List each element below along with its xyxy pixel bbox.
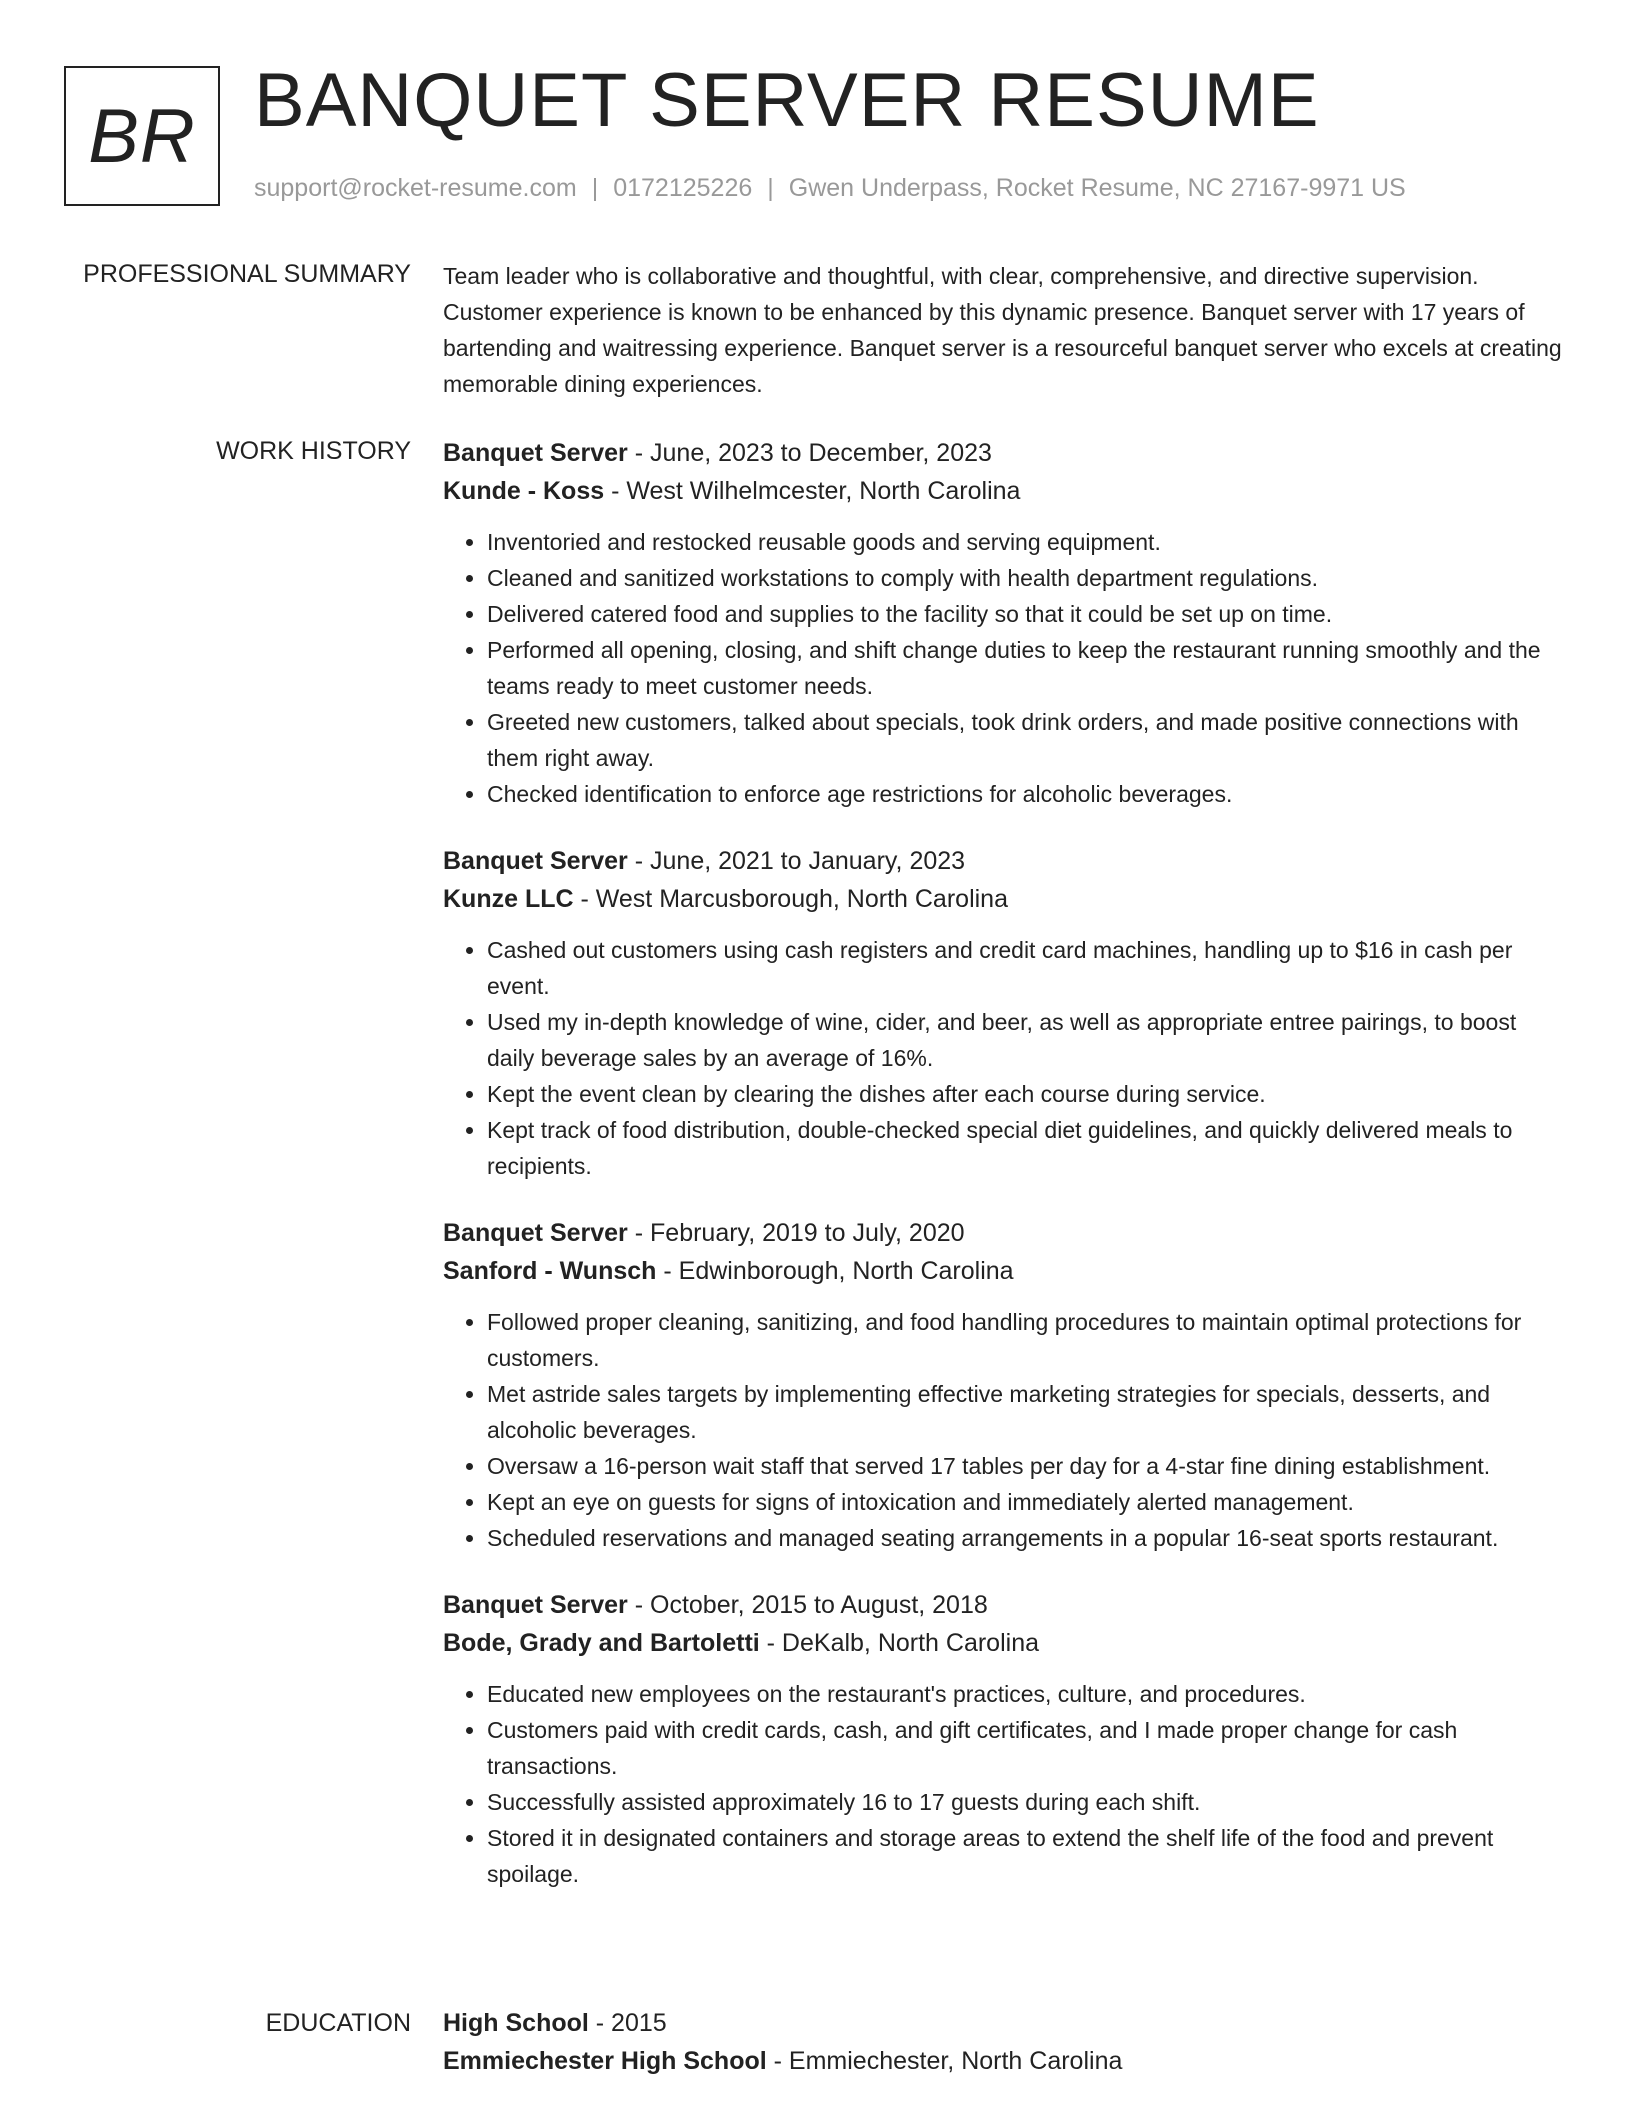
job-company-line xyxy=(443,472,1563,510)
job-entry xyxy=(443,1586,1563,1892)
job-bullet-list xyxy=(443,524,1563,812)
education-location: - Emmiechester, North Carolina xyxy=(766,2047,1123,2075)
work-history-section-label: WORK HISTORY xyxy=(216,437,411,465)
contact-phone: 0172125226 xyxy=(613,174,753,202)
job-dates: - June, 2023 to December, 2023 xyxy=(627,439,992,467)
job-bullet: • Kept an eye on guests for signs of intoxication and immediately alerted management. xyxy=(487,1484,1563,1520)
job-location: - DeKalb, North Carolina xyxy=(759,1629,1040,1657)
job-bullet: • Scheduled reservations and managed seating arrangements in a popular 16-seat sports restaurant. xyxy=(487,1520,1563,1556)
job-bullet: • Educated new employees on the restaurant's practices, culture, and procedures. xyxy=(487,1676,1563,1712)
job-title-line xyxy=(443,842,1563,880)
job-bullet: • Stored it in designated containers and storage areas to extend the shelf life of the food and prevent spoilage. xyxy=(487,1820,1563,1892)
job-bullet: • Met astride sales targets by implementing effective marketing strategies for specials, desserts, and alcoholic beverages. xyxy=(487,1376,1563,1448)
job-title-line xyxy=(443,434,1563,472)
job-location: - West Wilhelmcester, North Carolina xyxy=(604,477,1021,505)
job-bullet: • Followed proper cleaning, sanitizing, and food handling procedures to maintain optimal protections for customers. xyxy=(487,1304,1563,1376)
contact-address: Gwen Underpass, Rocket Resume, NC 27167-9971 US xyxy=(788,174,1406,202)
monogram-initials: BR xyxy=(88,93,196,179)
job-bullet: • Kept track of food distribution, double-checked special diet guidelines, and quickly delivered meals to recipients. xyxy=(487,1112,1563,1184)
job-bullet-list xyxy=(443,932,1563,1184)
job-bullet-list xyxy=(443,1304,1563,1556)
job-location: - West Marcusborough, North Carolina xyxy=(573,885,1008,913)
job-bullet: • Kept the event clean by clearing the dishes after each course during service. xyxy=(487,1076,1563,1112)
job-bullet: • Greeted new customers, talked about specials, took drink orders, and made positive connections with them right away. xyxy=(487,704,1563,776)
job-dates: - February, 2019 to July, 2020 xyxy=(627,1219,965,1247)
job-dates: - October, 2015 to August, 2018 xyxy=(627,1591,988,1619)
education-school-line xyxy=(443,2042,1563,2080)
job-bullet: • Customers paid with credit cards, cash, and gift certificates, and I made proper change for cash transactions. xyxy=(487,1712,1563,1784)
job-dates: - June, 2021 to January, 2023 xyxy=(627,847,966,875)
job-company: Kunde - Koss xyxy=(443,477,605,505)
job-bullet: • Delivered catered food and supplies to the facility so that it could be set up on time. xyxy=(487,596,1563,632)
job-entry xyxy=(443,434,1563,812)
job-title: Banquet Server xyxy=(443,439,628,467)
job-company: Bode, Grady and Bartoletti xyxy=(443,1629,760,1657)
job-entry xyxy=(443,842,1563,1184)
education-section-label: EDUCATION xyxy=(265,2009,411,2037)
job-bullet: • Used my in-depth knowledge of wine, cider, and beer, as well as appropriate entree pairings, to boost daily beverage sales by an average of 16%. xyxy=(487,1004,1563,1076)
education-entry xyxy=(443,2004,1563,2080)
contact-separator: | xyxy=(767,174,774,202)
contact-line xyxy=(254,172,1406,204)
job-bullet: • Successfully assisted approximately 16 to 17 guests during each shift. xyxy=(487,1784,1563,1820)
job-company: Kunze LLC xyxy=(443,885,574,913)
job-entry xyxy=(443,1214,1563,1556)
job-bullet: • Inventoried and restocked reusable goods and serving equipment. xyxy=(487,524,1563,560)
job-company-line xyxy=(443,1252,1563,1290)
contact-separator: | xyxy=(591,174,599,202)
job-title: Banquet Server xyxy=(443,1219,628,1247)
job-bullet: • Performed all opening, closing, and shift change duties to keep the restaurant running smoothly and the teams ready to meet customer needs. xyxy=(487,632,1563,704)
work-history-list xyxy=(443,434,1563,1922)
job-bullet: • Cashed out customers using cash registers and credit card machines, handling up to $16 in cash per event. xyxy=(487,932,1563,1004)
job-location: - Edwinborough, North Carolina xyxy=(656,1257,1014,1285)
job-company-line xyxy=(443,880,1563,918)
job-company-line xyxy=(443,1624,1563,1662)
job-bullet: • Oversaw a 16-person wait staff that served 17 tables per day for a 4-star fine dining establishment. xyxy=(487,1448,1563,1484)
education-year: - 2015 xyxy=(588,2009,667,2037)
job-company: Sanford - Wunsch xyxy=(443,1257,657,1285)
contact-email: support@rocket-resume.com xyxy=(254,174,577,202)
summary-section-label: PROFESSIONAL SUMMARY xyxy=(83,260,411,288)
job-title-line xyxy=(443,1214,1563,1252)
job-title: Banquet Server xyxy=(443,847,628,875)
job-bullet: • Checked identification to enforce age restrictions for alcoholic beverages. xyxy=(487,776,1563,812)
education-degree: High School xyxy=(443,2009,589,2037)
summary-text: Team leader who is collaborative and thoughtful, with clear, comprehensive, and directive supervision. Customer experience is known to be enhanced by this dynamic presence. Banquet server with 17 years of bartending and waitressing experience. Banquet server is a resourceful banquet server who excels at creating memorable dining experiences. xyxy=(443,263,1562,397)
resume-title: BANQUET SERVER RESUME xyxy=(254,58,1320,143)
education-degree-line xyxy=(443,2004,1563,2042)
education-school: Emmiechester High School xyxy=(443,2047,767,2075)
job-bullet-list xyxy=(443,1676,1563,1892)
monogram-badge xyxy=(64,66,220,206)
job-title: Banquet Server xyxy=(443,1591,628,1619)
job-title-line xyxy=(443,1586,1563,1624)
job-bullet: • Cleaned and sanitized workstations to comply with health department regulations. xyxy=(487,560,1563,596)
